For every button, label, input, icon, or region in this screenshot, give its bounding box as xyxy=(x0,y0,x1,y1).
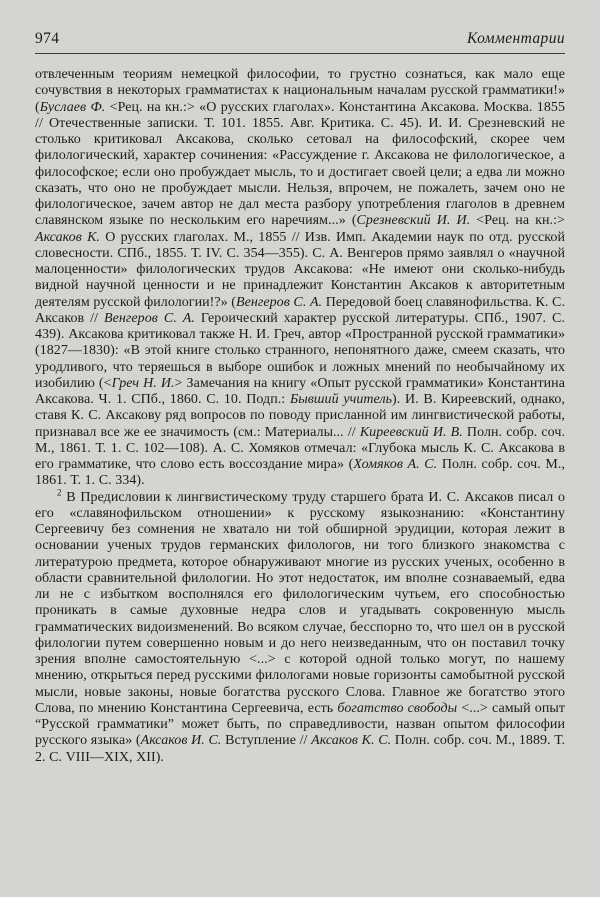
commentary-paragraph-2 xyxy=(35,486,565,766)
commentary-text xyxy=(35,67,565,766)
cited-author: Буслаев Ф. xyxy=(39,99,106,115)
page-number: 974 xyxy=(35,30,60,47)
text-segment: <Рец. на кн.:> «О русских глаголах». Константина Аксакова. Москва. 1855 // Отечественные записки. Т. 101. 1855. Авг. Критика. С. 45). И. И. Срезневский не столько критиковал Аксакова, сколько сетовал на философский, скорее чем филологический, характер сочинения: «Рассуждение г. Аксакова не филологическое, а философское; если оно пробуждает мысль, то и достигает своей цели; а едва ли можно сказать, что оно не пробуждает мысли. Нельзя, впрочем, не пожалеть, зачем оно не филологическое, зачем автор не дал места разбору употребления глаголов в древнем славянском языке по нескольким его наречиям...» ( xyxy=(35,99,565,229)
cited-author: Венгеров С. А. xyxy=(104,310,195,326)
text-segment: <...> самый опыт “Русской грамматики” может быть, по справедливости, назван опытом философии русского языка» ( xyxy=(35,700,565,749)
text-segment: Передовой боец славянофильства. К. С. Аксаков // xyxy=(35,294,565,326)
text-segment: > Замечания на книгу «Опыт русской грамматики» Константина Аксакова. Ч. 1. СПб., 1860. С. 10. Подп.: xyxy=(35,375,565,407)
commentary-paragraph-1 xyxy=(35,67,565,490)
cited-author: Венгеров С. А. xyxy=(235,294,323,310)
cited-author: Аксаков К. xyxy=(35,229,100,245)
cited-author: Бывший учитель xyxy=(289,392,393,407)
text-segment: Полн. собр. соч. М., 1861. Т. 1. С. 334). xyxy=(35,457,565,489)
text-segment: О русских глаголах. М., 1855 // Изв. Имп. Академии наук по отд. русской словесности. СПб., 1855. Т. IV. С. 354—355). С. А. Венгеров прямо заявлял о «научной малоценности» филологических трудов Аксакова: «Не имеют они сколько-нибудь видной научной ценности и не принадлежит Константин Аксаков к авторитетным деятелям русской филологии!?» ( xyxy=(35,229,565,310)
text-segment: Вступление // xyxy=(221,733,312,749)
page-header xyxy=(35,30,565,48)
cited-author: Хомяков А. С. xyxy=(353,457,438,472)
cited-author: Срезневский И. И. xyxy=(356,213,471,229)
cited-author: Аксаков И. С. xyxy=(140,733,222,749)
text-segment: Героический характер русской литературы. СПб., 1907. С. 439). Аксакова критиковал также Н. И. Греч, автор «Пространной русской грамматики» (1827—1830): «В этой книге столько странного, непонятного даже, смеем сказать, что уродливого, что теряешься в выборе ошибок и ложных мнений по необычайному их изобилию (< xyxy=(35,310,565,391)
cited-author: Аксаков К. С. xyxy=(311,733,392,749)
cited-author: Киреевский И. В. xyxy=(359,424,463,440)
footnote-marker: 2 xyxy=(57,486,62,497)
text-segment: ). И. В. Киреевский, однако, ставя К. С. Аксакову ряд вопросов по поводу присланной им лингвистической работы, признавал все же ее значимость (см.: Материалы... // xyxy=(35,392,565,440)
text-segment: Полн. собр. соч. М., 1889. Т. 2. С. VIII—XIX, XII). xyxy=(35,733,565,765)
running-title: Комментарии xyxy=(467,30,565,47)
cited-author: богатство свободы xyxy=(337,700,458,716)
cited-author: Греч Н. И. xyxy=(111,375,175,391)
text-segment: отвлеченным теориям немецкой философии, то грустно сознаться, как мало еще сочувствия в некоторых грамматистах к национальным началам русской грамматики!» ( xyxy=(35,67,565,115)
text-segment: Полн. собр. соч. М., 1861. Т. 1. С. 102—108). А. С. Хомяков отмечал: «Глубока мысль К. С. Аксакова в его грамматике, что слово есть воссоздание мира» ( xyxy=(35,424,566,472)
text-segment: <Рец. на кн.:> xyxy=(470,213,565,229)
header-rule xyxy=(35,53,565,54)
text-segment: В Предисловии к лингвистическому труду старшего брата И. С. Аксаков писал о его «славянофильском отношении» к русскому языкознанию: «Константину Сергеевичу без сомнения не хватало ни той обширной эрудиции, которая лежит в основании ученых трудов германских филологов, ни того близкого знакомства с литературою предмета, которое обнаруживают многие из русских ученых, особенно в области сравнительной филологии. Но этот недостаток, им вполне сознаваемый, едва ли не с избытком восполнялся его филологическим чутьем, его способностью проникать в самые духовные недра слов и угадывать сокровенную мысль грамматических видоизменений. Во всяком случае, бесспорно то, что шел он в русской филологии путем совершенно новым и до него неизведанным, что он поставил точку зрения вполне самостоятельную <...> с которой одной только могут, по нашему мнению, открыться перед русскими филологами новые горизонты самобытной русской мысли, новые законы, новые богатства русского Слова. Главное же богатство этого Слова, по мнению Константина Сергеевича, есть xyxy=(35,489,565,716)
